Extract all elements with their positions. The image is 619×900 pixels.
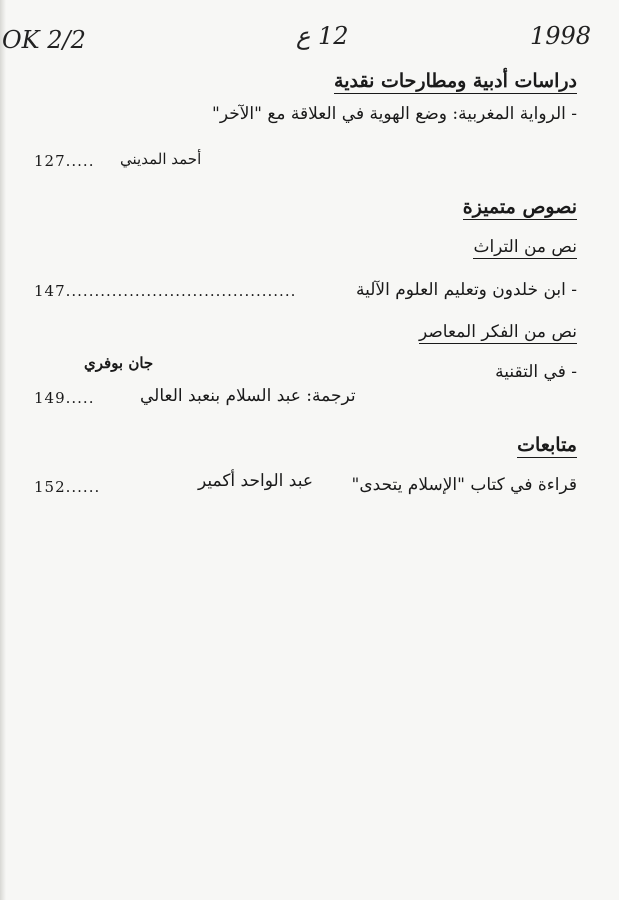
toc-item-page: 149..... <box>34 389 95 407</box>
handwritten-issue-number: 12 ع <box>296 22 349 50</box>
toc-item-translator: ترجمة: عبد السلام بنعبد العالي <box>140 386 356 406</box>
toc-item-title: - ابن خلدون وتعليم العلوم الآلية <box>355 280 577 300</box>
scan-edge-shadow <box>0 0 6 900</box>
toc-item-author: أحمد المديني <box>120 150 202 168</box>
toc-item-title: - في التقنية <box>495 362 577 382</box>
toc-item-page: 152...... <box>34 478 101 496</box>
handwritten-shelf-mark: OK 2/2 <box>2 26 86 54</box>
toc-item-author: جان بوفري <box>84 354 154 372</box>
handwritten-year: 1998 <box>530 22 592 50</box>
subsection-contemporary-thought: نص من الفكر المعاصر <box>418 322 577 342</box>
section-heading-distinguished-texts: نصوص متميزة <box>462 196 577 218</box>
section-heading-followups: متابعات <box>517 434 577 456</box>
subsection-heritage-text: نص من التراث <box>473 237 577 257</box>
toc-item-page: 147........................................ <box>34 282 297 300</box>
toc-item-title: قراءة في كتاب "الإسلام يتحدى" <box>351 475 577 495</box>
toc-item-title: - الرواية المغربية: وضع الهوية في العلاقة مع "الآخر" <box>212 104 577 124</box>
toc-item-page: 127..... <box>34 152 95 170</box>
toc-item-author: عبد الواحد أكمير <box>198 471 313 491</box>
section-heading-literary-studies: دراسات أدبية ومطارحات نقدية <box>334 70 577 92</box>
